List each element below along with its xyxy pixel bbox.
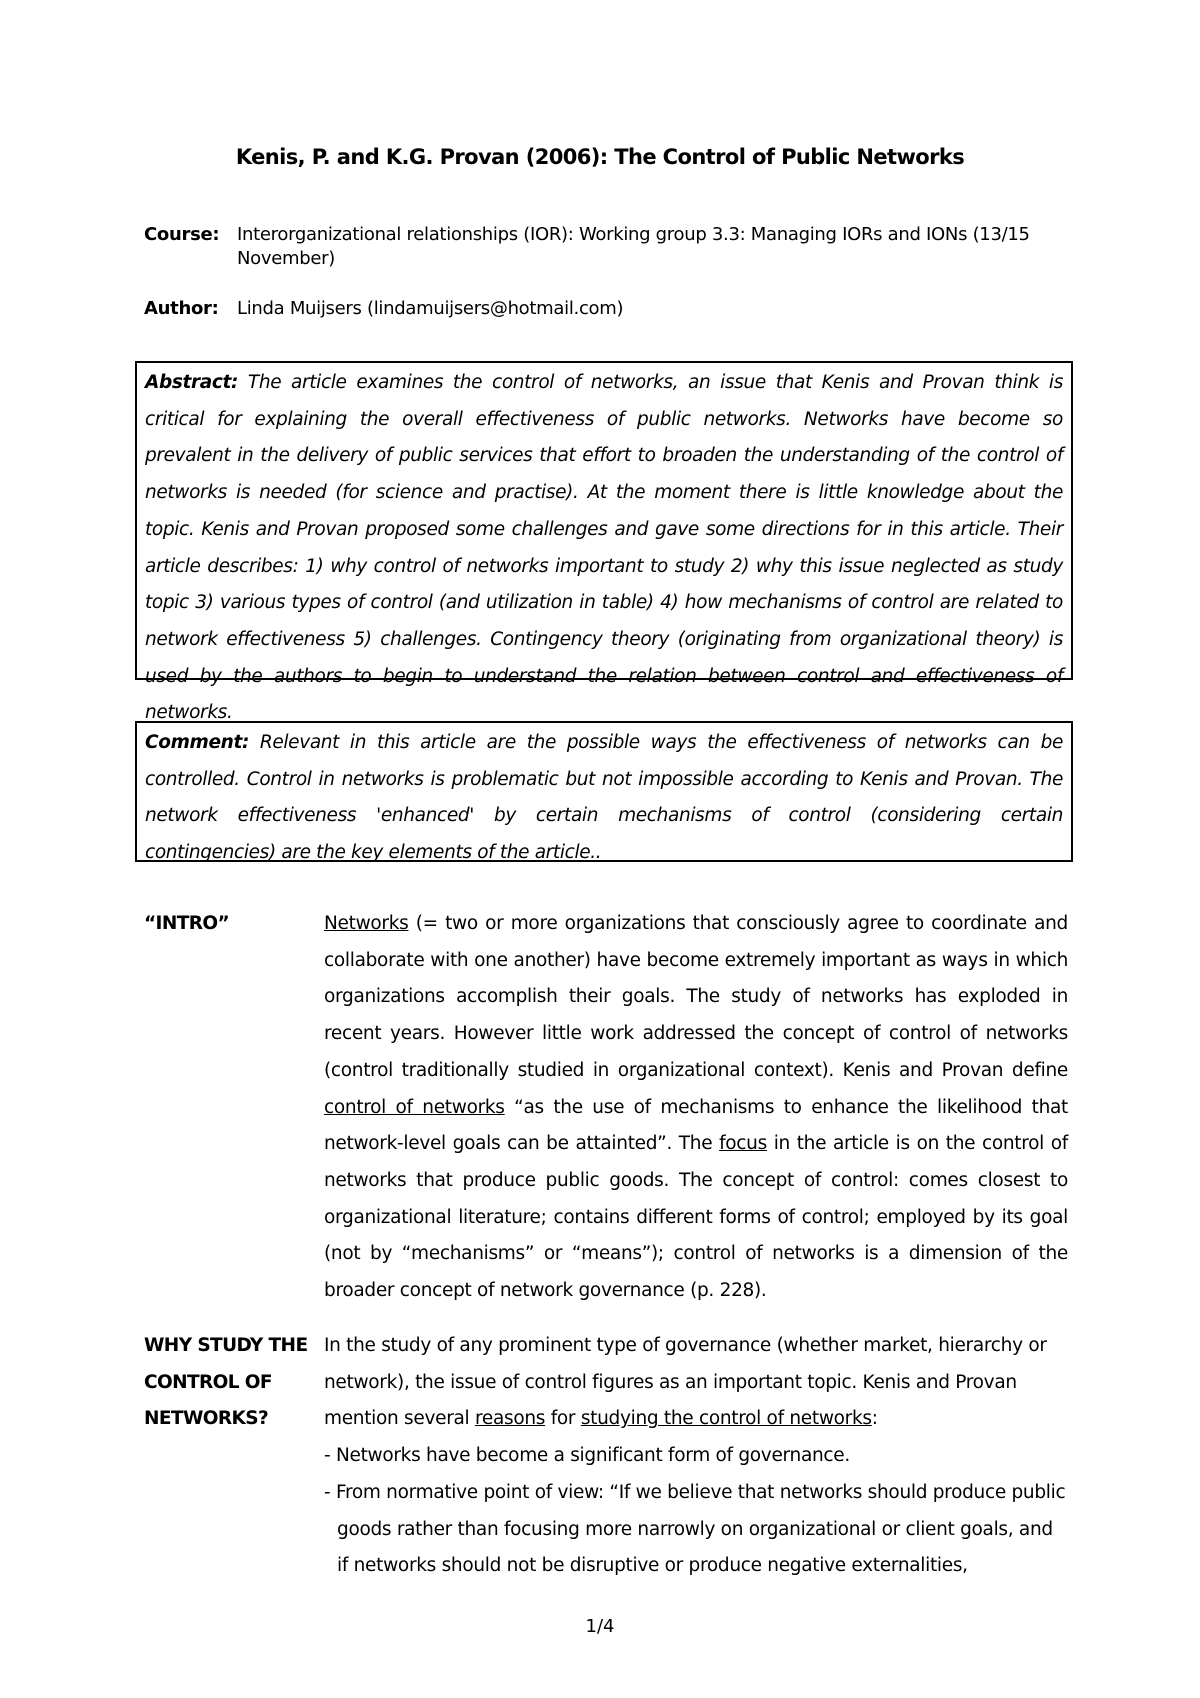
term-networks: Networks	[324, 913, 409, 934]
document-title: Kenis, P. and K.G. Provan (2006): The Control of Public Networks	[235, 145, 965, 169]
comment-text: Relevant in this article are the possible ways the effectiveness of networks can be controlled. Control in networks is problematic but not impossible according to Kenis and Provan. The network effectiveness 'enhanced' by certain mechanisms of control (considering certain contingencies) are the key elements of the article..	[145, 732, 1063, 864]
intro-body	[324, 906, 1068, 1310]
why-study-body	[324, 1328, 1068, 1585]
course-label: Course:	[144, 224, 220, 245]
abstract-label: Abstract:	[145, 372, 239, 393]
list-item: - From normative point of view: “If we believe that networks should produce public goods rather than focusing more narrowly on organizational or client goals, and if networks should not be disruptive or produce negative externalities,	[324, 1481, 1066, 1577]
intro-text-3: in the article is on the control of networks that produce public goods. The concept of control: comes closest to organizational literature; contains different forms of control; employed by its goal (not by “mechanisms” or “means”); control of networks is a dimension of the broader concept of network governance (p. 228).	[324, 1133, 1068, 1302]
term-reasons: reasons	[474, 1408, 546, 1430]
term-control-of-networks: control of networks	[324, 1096, 505, 1118]
why-study-heading: WHY STUDY THE CONTROL OF NETWORKS?	[144, 1335, 308, 1430]
comment-label: Comment:	[145, 732, 249, 753]
reasons-list	[324, 1438, 1068, 1585]
intro-text-2: “as the use of mechanisms to enhance the likelihood that network-level goals can be attainted”. The	[324, 1096, 1068, 1155]
intro-text-1: (= two or more organizations that consciously agree to coordinate and collaborate with one another) have become extremely important as ways in which organizations accomplish their goals. The study of networks has exploded in recent years. However little work addressed the concept of control of networks (control traditionally studied in organizational context). Kenis and Provan define	[324, 913, 1068, 1081]
why-text-2: for	[545, 1408, 581, 1430]
page-number: 1/4	[585, 1616, 615, 1637]
author-value: Linda Muijsers (lindamuijsers@hotmail.com)	[237, 298, 624, 319]
why-text-3: :	[871, 1408, 878, 1430]
intro-heading: “INTRO”	[144, 913, 230, 934]
list-item: - Networks have become a significant form of governance.	[324, 1445, 850, 1467]
abstract-box	[135, 361, 1073, 724]
term-focus: focus	[719, 1133, 767, 1155]
course-value: Interorganizational relationships (IOR): Working group 3.3: Managing IORs and IONs (13/15 November)	[237, 224, 1030, 269]
why-study-paragraph	[324, 1328, 1068, 1438]
author-label: Author:	[144, 298, 219, 319]
comment-box	[135, 721, 1073, 862]
abstract-text: The article examines the control of networks, an issue that Kenis and Provan think is critical for explaining the overall effectiveness of public networks. Networks have become so prevalent in the delivery of public services that effort to broaden the understanding of the control of networks is needed (for science and practise). At the moment there is little knowledge about the topic. Kenis and Provan proposed some challenges and gave some directions for in this article. Their article describes: 1) why control of networks important to study 2) why this issue neglected as study topic 3) various types of control (and utilization in table) 4) how mechanisms of control are related to network effectiveness 5) challenges. Contingency theory (originating from organizational theory) is used by the authors to begin to understand the relation between control and effectiveness of networks.	[145, 372, 1063, 724]
why-text-1: In the study of any prominent type of governance (whether market, hierarchy or network), the issue of control figures as an important topic. Kenis and Provan mention several	[324, 1335, 1047, 1430]
term-studying-control: studying the control of networks	[580, 1408, 872, 1430]
